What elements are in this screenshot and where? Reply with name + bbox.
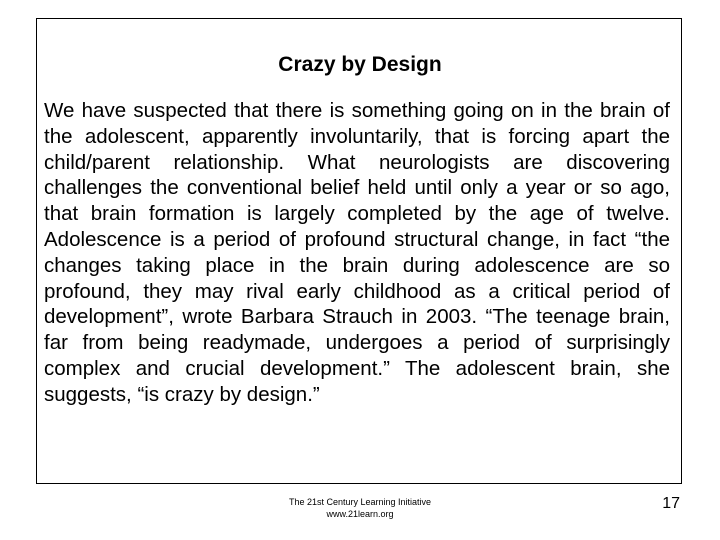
footer-organization: The 21st Century Learning Initiative (288, 497, 432, 507)
page-number: 17 (662, 495, 680, 512)
footer-website: www.21learn.org (326, 509, 394, 519)
slide-title: Crazy by Design (278, 53, 442, 76)
slide-body-text: We have suspected that there is something going on in the brain of the adolescent, apparently involuntarily, that is forcing apart the child/parent relationship. What neurologists are discovering challenges the conventional belief held until only a year or so ago, that brain formation is largely completed by the age of twelve. Adolescence is a period of profound structural change, in fact “the changes taking place in the brain during adolescence are so profound, they may rival early childhood as a critical period of development”, wrote Barbara Strauch in 2003. “The teenage brain, far from being readymade, undergoes a period of surprisingly complex and crucial development.” The adolescent brain, she suggests, “is crazy by design.” (44, 99, 670, 406)
footer-credit (232, 496, 488, 520)
